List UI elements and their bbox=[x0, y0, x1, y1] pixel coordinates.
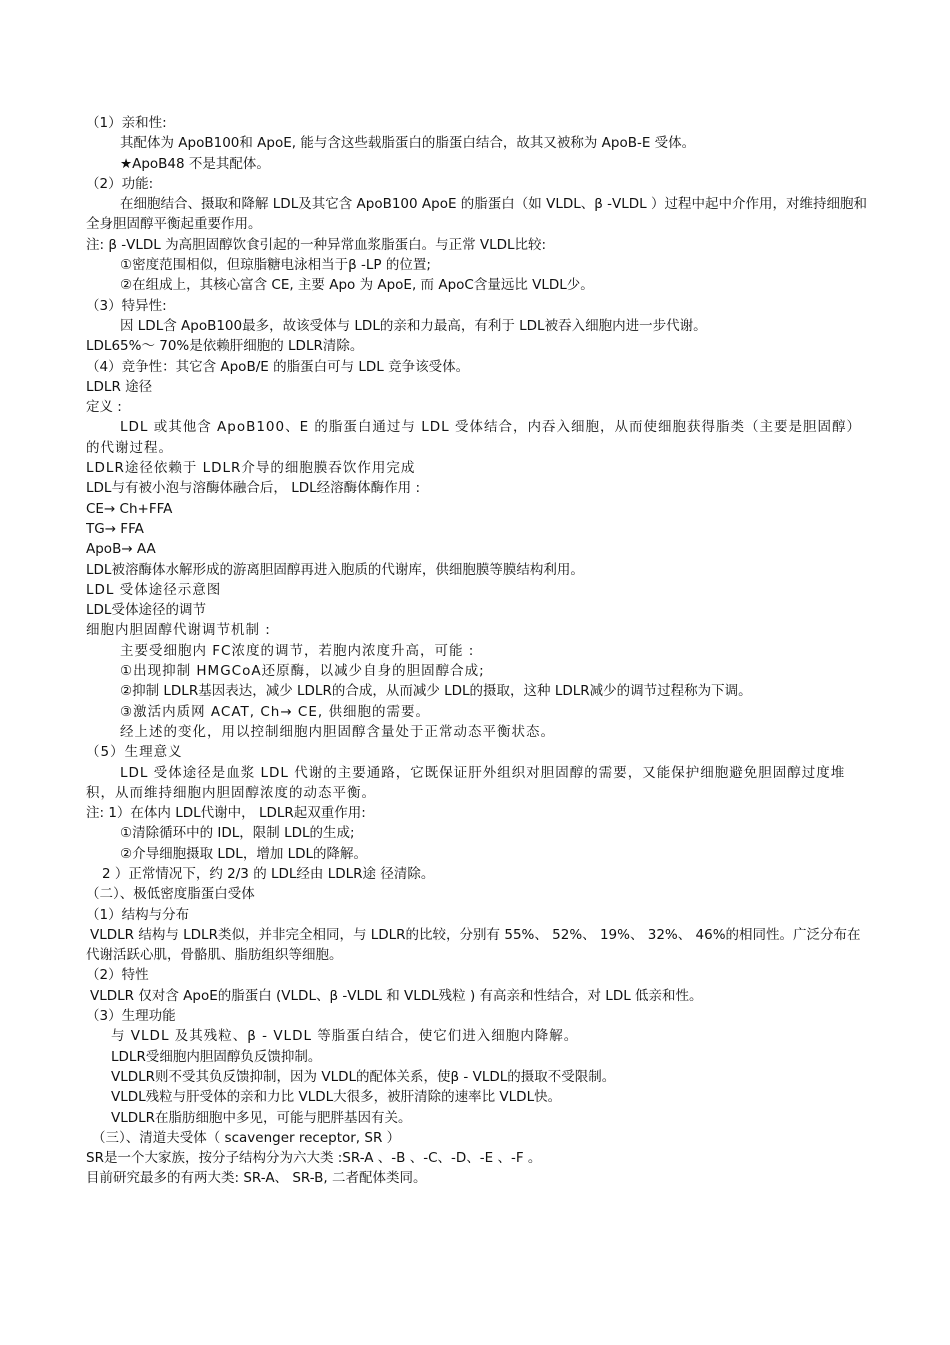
text-line: ①密度范围相似，但琼脂糖电泳相当于β -LP 的位置; bbox=[120, 257, 431, 274]
text-line: SR是一个大家族，按分子结构分为六大类 :SR-A 、-B 、-C、-D、-E 、-F 。 bbox=[86, 1150, 542, 1167]
text-line: ①出现抑制 HMGCoA还原酶，以减少自身的胆固醇合成; bbox=[120, 663, 485, 680]
heading-affinity: （1）亲和性: bbox=[86, 115, 167, 131]
text-line: VLDL残粒与肝受体的亲和力比 VLDL大很多，被肝清除的速率比 VLDL快。 bbox=[111, 1089, 562, 1106]
text-line: LDL 受体途径示意图 bbox=[86, 581, 222, 598]
text-line: LDL被溶酶体水解形成的游离胆固醇再进入胞质的代谢库，供细胞膜等膜结构利用。 bbox=[86, 561, 584, 578]
paragraph: VLDLR 结构与 LDLR类似，并非完全相同，与 LDLR的比较，分别有 55%、 52%、 19%、 32%、 46%的相同性。广泛分布在代谢活跃心肌，骨骼肌、脂肪组织等细胞。 bbox=[86, 926, 861, 964]
text-line: 与 VLDL 及其残粒、β - VLDL 等脂蛋白结合，使它们进入细胞内降解。 bbox=[111, 1028, 579, 1045]
text-line: 2 ）正常情况下，约 2/3 的 LDL经由 LDLR途 径清除。 bbox=[102, 865, 435, 882]
heading-scavenger-receptor: （三）、清道夫受体（ scavenger receptor, SR ） bbox=[92, 1129, 401, 1146]
heading-ldlr-pathway: LDLR 途径 bbox=[86, 378, 153, 395]
text-line: LDLR受细胞内胆固醇负反馈抑制。 bbox=[111, 1048, 322, 1065]
text-line: ②在组成上，其核心富含 CE, 主要 Apo 为 ApoE, 而 ApoC含量远比 VLDL少。 bbox=[120, 277, 594, 294]
heading-structure: （1）结构与分布 bbox=[86, 906, 190, 923]
heading-specificity: （3）特异性: bbox=[86, 297, 167, 314]
reaction-line: CE→ Ch+FFA bbox=[86, 500, 173, 517]
text-line: 其配体为 ApoB100和 ApoE, 能与含这些载脂蛋白的脂蛋白结合，故其又被称为 ApoB-E 受体。 bbox=[120, 135, 696, 152]
text-line: ③激活内质网 ACAT, Ch→ CE, 供细胞的需要。 bbox=[120, 703, 430, 720]
note-line: 注: β -VLDL 为高胆固醇饮食引起的一种异常血浆脂蛋白。与正常 VLDL比较: bbox=[86, 236, 547, 253]
paragraph: LDL 或其他含 ApoB100、E 的脂蛋白通过与 LDL 受体结合，内吞入细胞，从而使细胞获得脂类（主要是胆固醇）的代谢过程。 bbox=[86, 419, 861, 456]
heading-physiology: （5）生理意义 bbox=[86, 744, 183, 761]
reaction-line: ApoB→ AA bbox=[86, 541, 156, 558]
text-line: LDL受体途径的调节 bbox=[86, 602, 206, 619]
text-line: ②介导细胞摄取 LDL，增加 LDL的降解。 bbox=[120, 845, 368, 862]
text-line: LDLR途径依赖于 LDLR介导的细胞膜吞饮作用完成 bbox=[86, 460, 416, 477]
definition-label: 定义 : bbox=[86, 399, 122, 416]
heading-function: （2）功能: bbox=[86, 175, 154, 192]
text-line: ①清除循环中的 IDL，限制 LDL的生成; bbox=[120, 825, 355, 842]
paragraph: 在细胞结合、摄取和降解 LDL及其它含 ApoB100 ApoE 的脂蛋白（如 VLDL、β -VLDL ）过程中起中介作用，对维持细胞和全身胆固醇平衡起重要作用。 bbox=[86, 196, 867, 233]
text-line: LDL65%～ 70%是依赖肝细胞的 LDLR清除。 bbox=[86, 338, 364, 355]
text-line: 经上述的变化，用以控制细胞内胆固醇含量处于正常动态平衡状态。 bbox=[120, 723, 555, 740]
text-line: VLDLR 仅对含 ApoE的脂蛋白 (VLDL、β -VLDL 和 VLDL残粒 ) 有高亲和性结合，对 LDL 低亲和性。 bbox=[90, 987, 703, 1004]
text-line: 因 LDL含 ApoB100最多，故该受体与 LDL的亲和力最高，有利于 LDL被吞入细胞内进一步代谢。 bbox=[120, 317, 707, 334]
text-line: 目前研究最多的有两大类: SR-A、 SR-B, 二者配体类同。 bbox=[86, 1170, 427, 1187]
text-line: VLDLR在脂肪细胞中多见，可能与肥胖基因有关。 bbox=[111, 1109, 412, 1126]
heading-competition: （4）竞争性：其它含 ApoB/E 的脂蛋白可与 LDL 竞争该受体。 bbox=[86, 358, 470, 375]
text-line: 主要受细胞内 FC浓度的调节，若胞内浓度升高，可能 : bbox=[120, 642, 475, 659]
text-line: ★ApoB48 不是其配体。 bbox=[120, 155, 270, 172]
heading-physiological-function: （3）生理功能 bbox=[86, 1008, 176, 1025]
text-line: 细胞内胆固醇代谢调节机制 : bbox=[86, 622, 271, 639]
heading-vldl-receptor: （二）、极低密度脂蛋白受体 bbox=[86, 886, 255, 903]
text-line: ②抑制 LDLR基因表达，减少 LDLR的合成，从而减少 LDL的摄取，这种 LDLR减少的调节过程称为下调。 bbox=[120, 683, 752, 700]
paragraph: LDL 受体途径是血浆 LDL 代谢的主要通路，它既保证肝外组织对胆固醇的需要，又能保护细胞避免胆固醇过度堆积，从而维持细胞内胆固醇浓度的动态平衡。 bbox=[86, 764, 846, 801]
heading-properties: （2）特性 bbox=[86, 967, 149, 984]
text-line: LDL与有被小泡与溶酶体融合后， LDL经溶酶体酶作用 : bbox=[86, 480, 421, 497]
text-line: VLDLR则不受其负反馈抑制，因为 VLDL的配体关系，使β - VLDL的摄取不受限制。 bbox=[111, 1068, 616, 1085]
reaction-line: TG→ FFA bbox=[86, 520, 144, 537]
note-line: 注: 1）在体内 LDL代谢中， LDLR起双重作用: bbox=[86, 805, 366, 822]
